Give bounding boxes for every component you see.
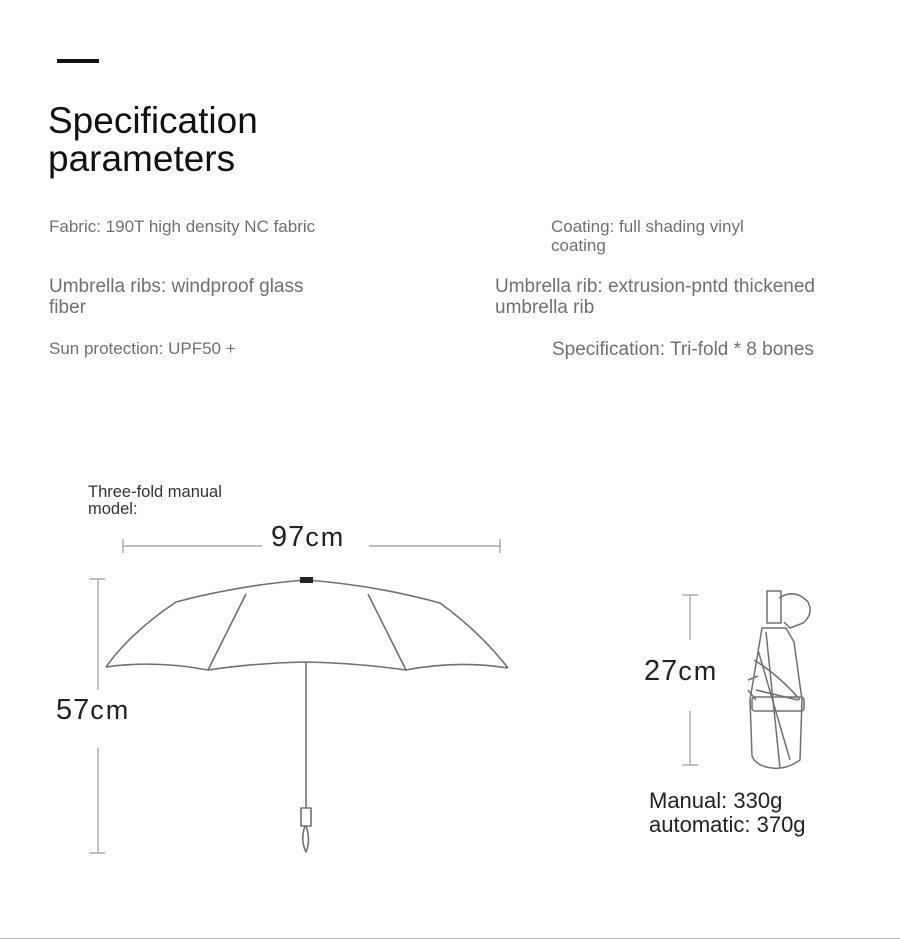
page-title-line2: parameters (48, 138, 236, 179)
folded-fold-4 (754, 660, 800, 700)
umbrella-top-cap (300, 577, 313, 583)
folded-body (750, 628, 802, 768)
width-value: 97 (271, 521, 306, 553)
umbrella-canopy-top (106, 580, 508, 668)
spec-rib: Umbrella rib: extrusion-pntd thickened umbrella rib (495, 276, 815, 318)
folded-unit: cm (678, 656, 719, 686)
folded-handle (767, 591, 781, 623)
spec-coating: Coating: full shading vinyl coating (551, 217, 744, 255)
page-title-line1: Specification (48, 100, 258, 141)
spec-fabric: Fabric: 190T high density NC fabric (49, 217, 316, 236)
umbrella-rib-left (208, 594, 246, 670)
spec-ribs: Umbrella ribs: windproof glass fiber (49, 276, 304, 318)
open-umbrella-drawing (106, 580, 508, 852)
spec-sun-protection: Sun protection: UPF50 + (49, 339, 236, 358)
weight-manual: Manual: 330g (649, 788, 783, 813)
folded-handle-strap (779, 594, 810, 628)
umbrella-rib-right (368, 594, 406, 670)
height-value: 57 (56, 694, 91, 726)
height-unit: cm (90, 695, 131, 725)
spec-specification: Specification: Tri-fold * 8 bones (552, 339, 814, 360)
width-unit: cm (305, 522, 346, 552)
model-note: Three-fold manual model: (88, 483, 222, 518)
footer-divider (0, 938, 900, 939)
umbrella-canopy-hem (106, 662, 508, 670)
weight-automatic: automatic: 370g (649, 812, 806, 837)
folded-value: 27 (644, 655, 679, 687)
dimension-lines (89, 539, 698, 853)
umbrella-handle (301, 808, 311, 826)
folded-umbrella-drawing (748, 591, 810, 768)
umbrella-strap (303, 826, 309, 852)
